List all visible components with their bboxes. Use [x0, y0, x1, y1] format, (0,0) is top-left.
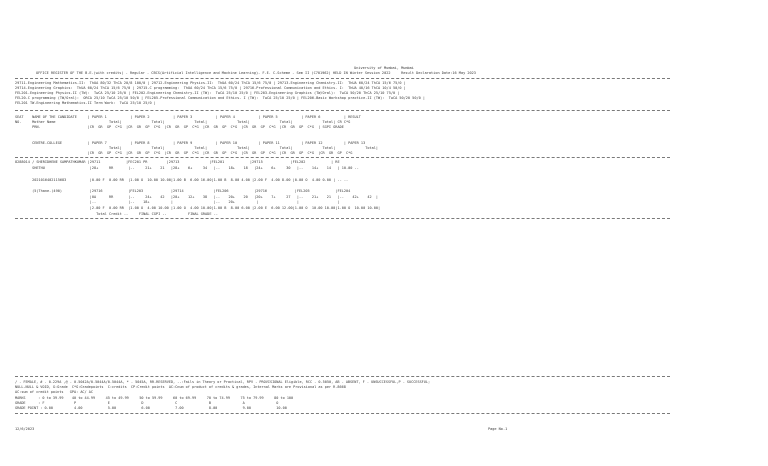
- header-row: CENTRE-COLLEGE | PAPER 7 | PAPER 8 | PAPER 9 | PAPER 10 | PAPER 11 | PAPER 12 | PAPER 13: [15, 141, 366, 145]
- grade-letter-row: GRADE : F P E D C B A O: [15, 401, 279, 405]
- course-line: FEL201 TW-Engineering Mathematics-II Term Work: TwCA 25/10 25/0 |: [15, 101, 156, 105]
- rule-header: [15, 157, 670, 158]
- legend-line: / - FEMALE, # - 0.229A ,@ - 0.5042A/0.5044A/0.5044A, * - 5045A, RR-RESERVED, --:Fails in Theory or Practical, RPV - PROVISIONAL Eligible, RCC - 0.5050, AB - ABSENT, F - UNSUCCESSFUL,P - SUCCESSFUL;: [15, 380, 431, 384]
- legend-line: NULL-NULL & VOID, G:Grade C*G:Gradepoints C:credits CP:Credit points AC:Cnum of product of credits & grades, Internal Marks are Provisional as per R.8668: [15, 385, 346, 389]
- office-register-line: OFFICE REGISTER OF THE B.E.(with credits) - Regular - CBCS(Artificial Intelligence and Machine Learning)- F.E. C-Scheme - Sem II (C701962) HELD IN Winter Session 2022 Result Declaration Date:16 May 2023: [36, 71, 476, 75]
- record-totals: Total Credit -- FINAL CGPI -- FINAL GRADE --: [15, 212, 218, 216]
- rule-top: [15, 78, 670, 79]
- header-row: |CR GR GP C*G |CR GR GP C*G |CR GR GP C*G |CR GR GP C*G |CR GR GP C*G |CR GR GP C*G |CR GR GP C*G: [15, 151, 353, 155]
- course-line: 29711-Engineering Mathematics-II: ThUA 80/32 ThCA 20/8 100/0 | 29712-Engineering Physics-II: ThUA 60/24 ThCA 15/6 75/0 | 29713-Engineering Chemistry-II: ThUA 60/24 ThCA 15/6 75/0 |: [15, 81, 406, 85]
- course-line: FEL201-Engineering Physics-II (TW): TwCA 25/10 25/0 | FEL202-Engineering Chemistry-II (TW): TwCA 25/10 25/0 | FEL203-Engineering Graphics (TW/Oral): TwCA 50/20 ThCA 25/10 75/0 |: [15, 91, 400, 95]
- record-line: 8288014 / SHERIDHENE SAMPATHKUMAR |29711 |FEC201 PR |29713 |FEL201 |29715 |FEL202 | RE: [15, 160, 340, 164]
- legend-line: AC:sum of credit points GPA: AC/ AC: [15, 390, 93, 394]
- course-line: FEL20-C programming (TW/Oral): ORCA 25/10 TwCA 25/10 50/0 | FEL205-Professional Communication and Ethics- I (TW): TwCA 25/10 25/0 | FEL206-Basic Workshop practice-II (TW): TwCA 50/20 50/0 |: [15, 96, 425, 100]
- header-row: NO. Mother Name Total| Total| Total| Total| Total| Total| CR C*G: [15, 120, 351, 124]
- university-title: University of Mumbai, Mumbai: [354, 66, 414, 70]
- record-line: |-- |-- 18+ | |-- 20+ | | |: [15, 200, 340, 204]
- record-line: |0A RR |-- 24+ 42 |20+ 12+ 38 |-- 20+ 20 |20+ 7+ 27 |-- 21+ 21 |-- 42+ 42 |: [15, 195, 379, 199]
- course-line: 29714-Engineering Graphics: ThUA 60/24 ThCA 15/6 75/0 | 29715-C programming: ThUA 60/24 ThCA 15/6 75/0 | 29716-Professional Communication and Ethics- I: ThUA 40/16 ThCA 10/4 50/0 |: [15, 86, 406, 90]
- header-row: SEAT NAME OF THE CANDIDATE | PAPER 1 | PAPER 2 | PAPER 3 | PAPER 4 | PAPER 5 | PAPER 6 | RESULT: [15, 115, 361, 119]
- print-date: 12/6/2023: [15, 427, 35, 431]
- rule-footer-bottom: [15, 413, 670, 414]
- page-number: Page No.1: [488, 427, 508, 431]
- record-line: |2.00 F 0.00 RR |1.00 O 4.00 10.00 |1.00 O 4.00 10.00|1.00 B 8.00 6.00 |2.00 E 6.00 12.00|1.00 O 10.00 10.00|1.00 O 10.00 10.00|: [15, 206, 381, 210]
- rule-courses: [15, 110, 670, 111]
- header-row: Total| Total| Total| Total| Total| Total| Total|: [15, 146, 379, 150]
- rule-footer-top: [15, 376, 670, 377]
- header-row: PRN. |CR GR GP C*G |CR GR GP C*G |CR GR GP C*G |CR GR GP C*G |CR GR GP C*G |CR GR GP C*G | SGPI GRADE: [15, 125, 344, 129]
- record-line: SHETHU |28+ RR |-- 21+ 21 |28+ 6+ 34 |-- 18+ 18 |24+ 6+ 30 |-- 14+ 14 | 10.00 --: [15, 166, 359, 170]
- grade-point-row: GRADE POINT : 0.00 4.00 5.00 6.00 7.00 8.00 9.00 10.00: [15, 406, 287, 410]
- record-line: (5)Thane-(490) |29716 |FEL203 |29714 |FEL206 |29716 |FEL205 |FEL204: [15, 189, 351, 193]
- grade-marks-row: MARKS : 0 to 39.99 40 to 44.99 45 to 49.99 50 to 59.99 60 to 69.99 70 to 74.99 75 to 79.99 80 to 100: [15, 396, 294, 400]
- rule-record: [15, 218, 670, 219]
- record-line: 2021016402115683 |0.00 F 0.00 RR |1.00 O 10.00 10.00|1.00 B 6.00 16.00|1.00 B 8.00 4.00 |2.00 F 4.00 8.00 |0.00 O 4.00 0.00 | -- --: [15, 178, 349, 182]
